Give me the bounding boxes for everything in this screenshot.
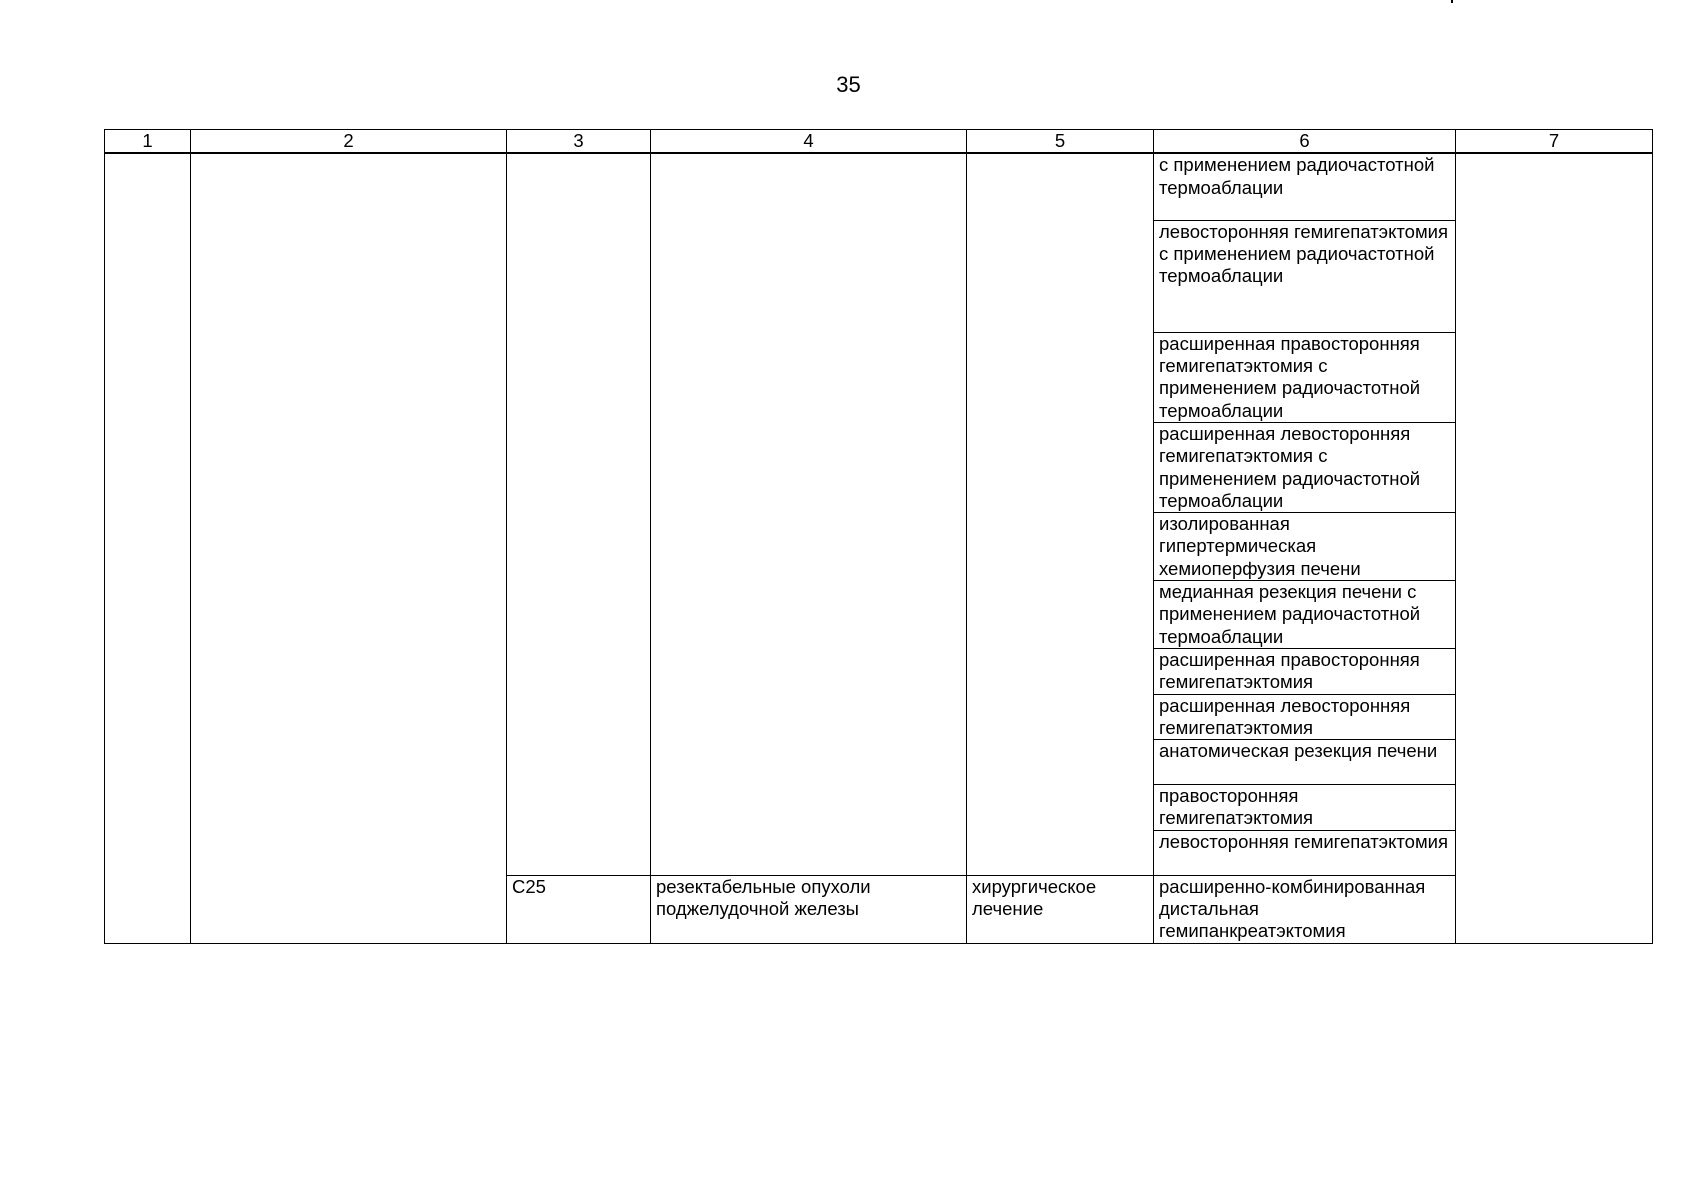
method-cell: расширенная правосторонняя гемигепатэктомия с применением радиочастотной термоаблации: [1154, 332, 1456, 422]
method-cell: расширенная правосторонняя гемигепатэктомия: [1154, 648, 1456, 694]
table-row: [105, 153, 1653, 220]
method-cell: расширенно-комбинированная дистальная гемипанкреатэктомия: [1154, 875, 1456, 943]
diagnosis-cell: резектабельные опухоли поджелудочной железы: [651, 875, 967, 943]
page-number: 35: [836, 72, 861, 97]
method-cell: левосторонняя гемигепатэктомия: [1154, 830, 1456, 875]
col-header-7: 7: [1456, 130, 1653, 154]
icd-code-cell: C25: [507, 875, 651, 943]
treatment-type-cell: хирургическое лечение: [967, 875, 1154, 943]
col1-cell: [105, 153, 191, 943]
method-cell: правосторонняя гемигепатэктомия: [1154, 785, 1456, 831]
col-header-3: 3: [507, 130, 651, 154]
col5-cell-continued: [967, 153, 1154, 875]
col-header-2: 2: [191, 130, 507, 154]
col-header-5: 5: [967, 130, 1154, 154]
method-cell: анатомическая резекция печени: [1154, 740, 1456, 785]
col-header-6: 6: [1154, 130, 1456, 154]
col3-cell-continued: [507, 153, 651, 875]
col2-cell: [191, 153, 507, 943]
col-header-4: 4: [651, 130, 967, 154]
method-cell: расширенная левосторонняя гемигепатэктомия с применением радиочастотной термоаблации: [1154, 422, 1456, 512]
col4-cell-continued: [651, 153, 967, 875]
method-cell: изолированная гипертермическая хемиоперфузия печени: [1154, 513, 1456, 581]
method-cell: расширенная левосторонняя гемигепатэктомия: [1154, 694, 1456, 740]
method-cell: медианная резекция печени с применением радиочастотной термоаблации: [1154, 581, 1456, 649]
header-row: [105, 130, 1653, 154]
method-cell: с применением радиочастотной термоаблации: [1154, 153, 1456, 220]
procedures-table: [104, 129, 1653, 944]
col-header-1: 1: [105, 130, 191, 154]
page-corner-mark: [1451, 0, 1453, 3]
col7-cell: [1456, 153, 1653, 943]
method-cell: левосторонняя гемигепатэктомия с применением радиочастотной термоаблации: [1154, 220, 1456, 332]
